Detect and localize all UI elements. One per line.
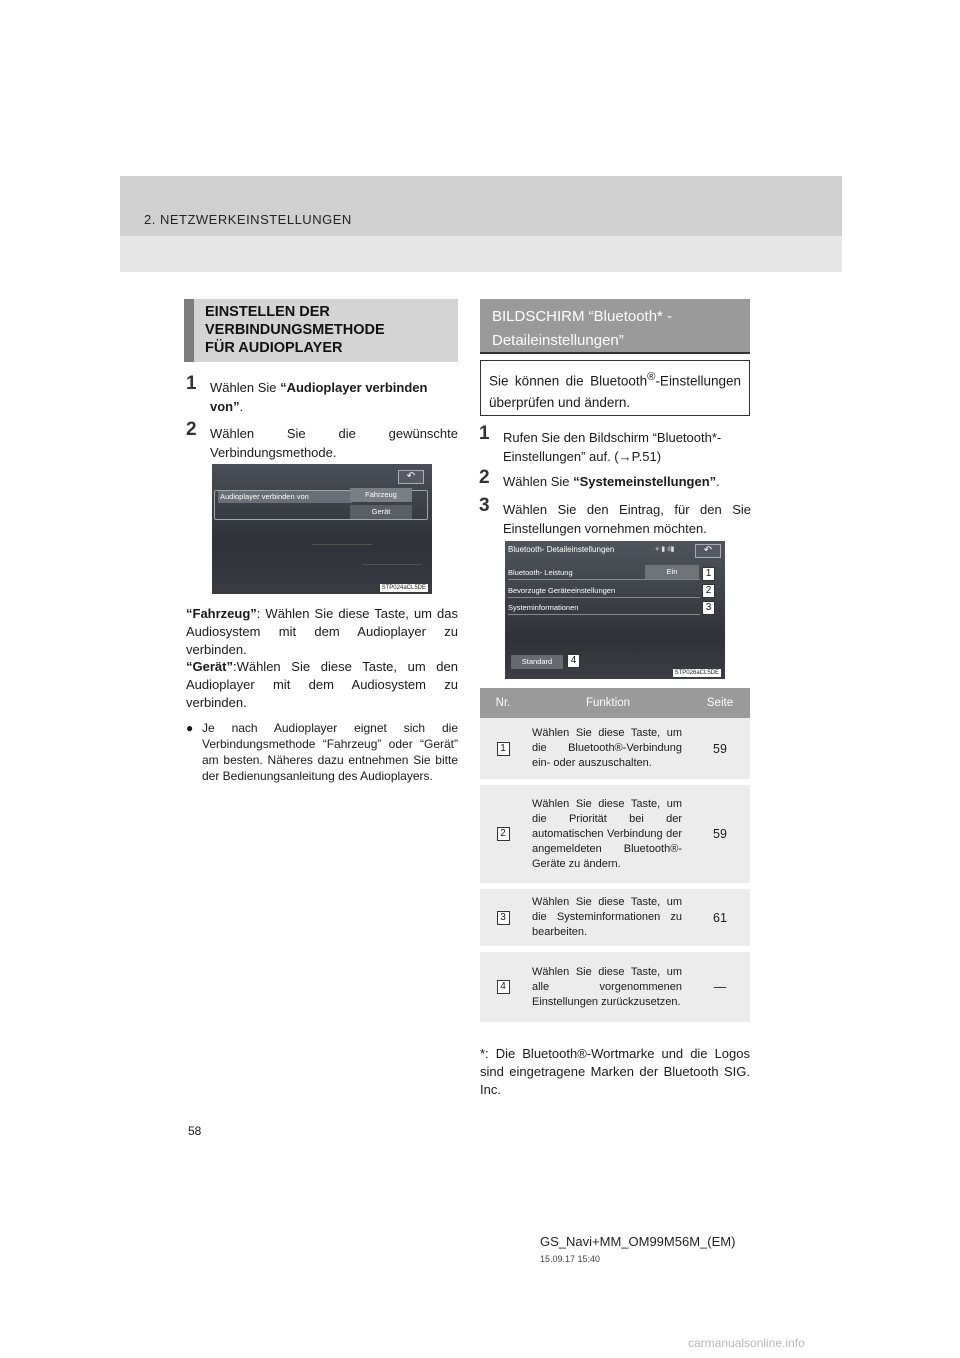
row-nr	[480, 782, 526, 886]
left-step-1	[186, 373, 458, 416]
left-title-line-2: VERBINDUNGSMETHODE	[205, 322, 385, 338]
row-page: —	[690, 949, 750, 1025]
step-text: Wählen Sie	[503, 474, 574, 489]
back-icon[interactable]: ↶	[695, 544, 721, 558]
step-number: 1	[186, 373, 197, 394]
header-nr: Nr.	[480, 688, 526, 718]
step-emphasis: “Audioplayer verbinden von”	[210, 380, 428, 414]
number-box: 4	[497, 980, 510, 994]
header-seite: Seite	[690, 688, 750, 718]
term-fahrzeug: “Fahrzeug”	[186, 606, 257, 621]
title-bar-accent	[184, 299, 194, 362]
fahrzeug-description	[186, 605, 458, 659]
option-geraet-button[interactable]: Gerät	[350, 505, 412, 519]
header-funktion: Funktion	[526, 688, 690, 718]
intro-box	[480, 360, 750, 416]
divider	[362, 564, 422, 565]
left-step-2	[186, 419, 458, 462]
right-box-title	[480, 299, 750, 353]
step-number: 3	[479, 495, 490, 516]
option-fahrzeug-button[interactable]: Fahrzeug	[350, 488, 412, 502]
standard-button[interactable]: Standard	[511, 655, 563, 669]
term-geraet: “Gerät”	[186, 659, 233, 674]
callout-4: 4	[567, 654, 580, 668]
divider	[508, 597, 700, 598]
step-text: Wählen Sie den Eintrag, für den Sie Einstellungen vornehmen möchten.	[503, 502, 751, 536]
title-underline	[480, 352, 750, 354]
number-box: 2	[497, 827, 510, 841]
document-date: 15.09.17 15:40	[540, 1254, 601, 1264]
right-title-line-2: Detaileinstellungen”	[492, 332, 624, 349]
right-title-line-1: BILDSCHIRM “Bluetooth* -	[492, 308, 673, 325]
bluetooth-power-row[interactable]: Bluetooth- Leistung	[508, 568, 573, 577]
step-number: 1	[479, 423, 490, 444]
intro-text: Sie können die Bluetooth	[489, 373, 648, 389]
callout-3: 3	[702, 601, 715, 615]
document-id: GS_Navi+MM_OM99M56M_(EM)	[540, 1234, 736, 1249]
table-row	[480, 718, 750, 782]
table-row	[480, 782, 750, 886]
screen-title: Bluetooth- Detaileinstellungen	[508, 545, 615, 554]
step-text: Wählen Sie die gewünschte Verbindungsmethode.	[210, 426, 458, 460]
row-function: Wählen Sie diese Taste, um die Bluetooth®-Verbindung ein- oder auszuschalten.	[526, 718, 690, 782]
watermark: carmanualsonline.info	[688, 1336, 805, 1350]
registered-mark: ®	[647, 371, 656, 383]
divider	[508, 579, 700, 580]
step-number: 2	[479, 467, 490, 488]
table-row	[480, 949, 750, 1025]
row-page: 61	[690, 886, 750, 949]
row-nr	[480, 886, 526, 949]
bluetooth-detail-screen	[505, 541, 725, 679]
row-page: 59	[690, 718, 750, 782]
table-header-row	[480, 688, 750, 718]
right-step-2	[479, 467, 751, 491]
signal-status-icon: ⋄ ▮ ıl▮	[655, 546, 675, 553]
divider	[508, 614, 700, 615]
footnote: *: Die Bluetooth®-Wortmarke und die Logos sind eingetragene Marken der Bluetooth SIG. Inc.	[480, 1046, 750, 1097]
step-text: Rufen Sie den Bildschirm “Bluetooth*-Einstellungen” auf. (→P.51)	[503, 430, 722, 464]
step-text: Wählen Sie	[210, 380, 281, 395]
bullet-text: Je nach Audioplayer eignet sich die Verbindungsmethode “Fahrzeug” oder “Gerät” am besten. Näheres dazu entnehmen Sie bitte der Bedienungsanleitung des Audioplayers.	[202, 721, 458, 783]
divider	[312, 544, 372, 545]
row-nr	[480, 718, 526, 782]
intro-text-end: -Einstellungen überprüfen und ändern.	[489, 373, 741, 410]
row-function: Wählen Sie diese Taste, um die Priorität bei der automatischen Verbindung der angemeldeten Bluetooth®-Geräte zu ändern.	[526, 782, 690, 886]
preferred-device-row[interactable]: Bevorzugte Geräteeinstellungen	[508, 586, 616, 595]
right-step-3	[479, 495, 751, 538]
bluetooth-power-value[interactable]: Ein	[645, 565, 699, 579]
left-title-line-1: EINSTELLEN DER	[205, 304, 330, 320]
section-title: 2. NETZWERKEINSTELLUNGEN	[144, 212, 352, 227]
right-step-1	[479, 423, 751, 466]
bullet-icon: ●	[186, 721, 194, 735]
table-row	[480, 886, 750, 949]
back-icon[interactable]: ↶	[398, 470, 424, 484]
left-title-line-3: FÜR AUDIOPLAYER	[205, 340, 343, 356]
header-band-dark	[120, 176, 842, 236]
note-bullet	[186, 720, 458, 784]
row-page: 59	[690, 782, 750, 886]
audio-connect-screen	[212, 464, 432, 594]
step-emphasis: “Systemeinstellungen”	[573, 474, 717, 489]
desc-text: :Wählen Sie diese Taste, um den Audioplayer mit dem Audiosystem zu verbinden.	[186, 659, 458, 710]
row-function: Wählen Sie diese Taste, um die Systeminformationen zu bearbeiten.	[526, 886, 690, 949]
row-function: Wählen Sie diese Taste, um alle vorgenommenen Einstellungen zurückzusetzen.	[526, 949, 690, 1025]
function-table	[480, 688, 750, 1028]
left-box-title	[184, 299, 458, 362]
image-code: STP024aCL5DE	[381, 585, 426, 591]
step-text-end: .	[716, 474, 720, 489]
step-text-end: .	[239, 399, 244, 414]
page-number: 58	[188, 1124, 202, 1138]
number-box: 3	[497, 911, 510, 925]
geraet-description	[186, 658, 458, 712]
callout-2: 2	[702, 584, 715, 598]
image-code: STP026aCL5DE	[674, 670, 719, 676]
number-box: 1	[497, 742, 510, 756]
desc-text: : Wählen Sie diese Taste, um das Audiosystem mit dem Audioplayer zu verbinden.	[186, 606, 458, 657]
callout-1: 1	[702, 567, 715, 581]
row-nr	[480, 949, 526, 1025]
system-info-row[interactable]: Systeminformationen	[508, 603, 579, 612]
audio-connect-row-label: Audioplayer verbinden von	[218, 491, 352, 503]
step-number: 2	[186, 419, 197, 440]
